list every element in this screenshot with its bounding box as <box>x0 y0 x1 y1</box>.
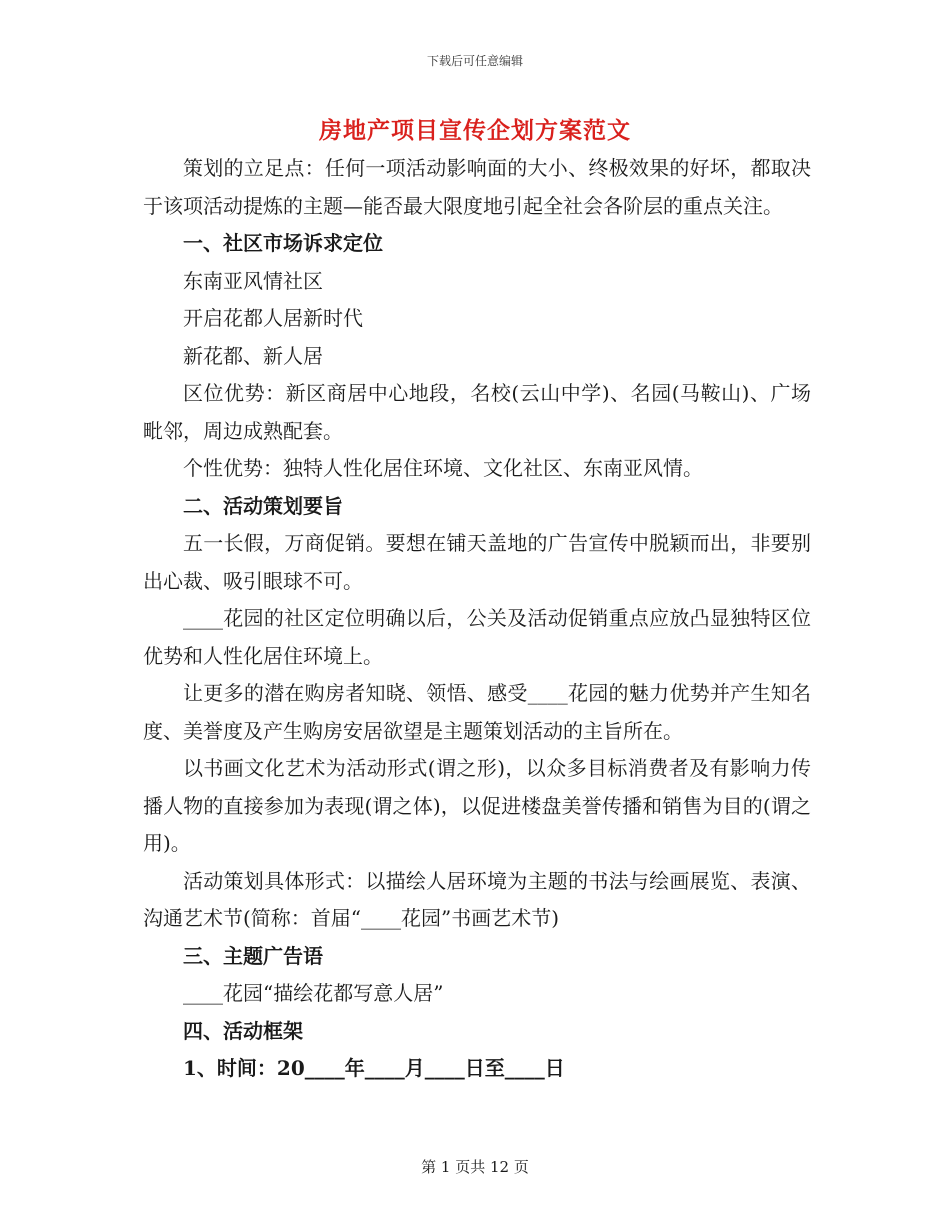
paragraph: ____花园“描绘花都写意人居” <box>183 981 444 1005</box>
page-number: 第 1 页共 12 页 <box>421 1158 529 1176</box>
section-heading-4: 四、活动框架 <box>183 1018 303 1043</box>
document-body <box>143 150 811 1088</box>
paragraph: 以书画文化艺术为活动形式(谓之形)，以众多目标消费者及有影响力传播人物的直接参加为表现(谓之体)，以促进楼盘美誉传播和销售为目的(谓之用)。 <box>143 756 811 855</box>
paragraph: 活动策划具体形式：以描绘人居环境为主题的书法与绘画展览、表演、沟通艺术节(简称：首届“____花园”书画艺术节) <box>143 868 811 930</box>
paragraph: 新花都、新人居 <box>183 343 323 368</box>
section-heading-2: 二、活动策划要旨 <box>183 493 343 518</box>
paragraph: 开启花都人居新时代 <box>183 306 363 330</box>
paragraph-intro: 策划的立足点：任何一项活动影响面的大小、终极效果的好坏，都取决于该项活动提炼的主题—能否最大限度地引起全社会各阶层的重点关注。 <box>143 156 811 218</box>
section-heading-3: 三、主题广告语 <box>183 943 323 968</box>
section-heading-1: 一、社区市场诉求定位 <box>183 231 383 255</box>
document-title: 房地产项目宣传企划方案范文 <box>319 117 631 144</box>
paragraph: 区位优势：新区商居中心地段，名校(云山中学)、名园(马鞍山)、广场毗邻，周边成熟配套。 <box>143 381 811 443</box>
paragraph: 五一长假，万商促销。要想在铺天盖地的广告宣传中脱颖而出，非要别出心裁、吸引眼球不可。 <box>143 531 811 593</box>
paragraph: 让更多的潜在购房者知晓、领悟、感受____花园的魅力优势并产生知名度、美誉度及产生购房安居欲望是主题策划活动的主旨所在。 <box>143 681 811 743</box>
paragraph: 东南亚风情社区 <box>183 268 323 293</box>
paragraph: ____花园的社区定位明确以后，公关及活动促销重点应放凸显独特区位优势和人性化居住环境上。 <box>143 606 811 668</box>
paragraph: 个性优势：独特人性化居住环境、文化社区、东南亚风情。 <box>183 456 703 480</box>
page-header-note: 下载后可任意编辑 <box>426 54 523 68</box>
paragraph-time: 1、时间：20____年____月____日至____日 <box>183 1056 565 1080</box>
